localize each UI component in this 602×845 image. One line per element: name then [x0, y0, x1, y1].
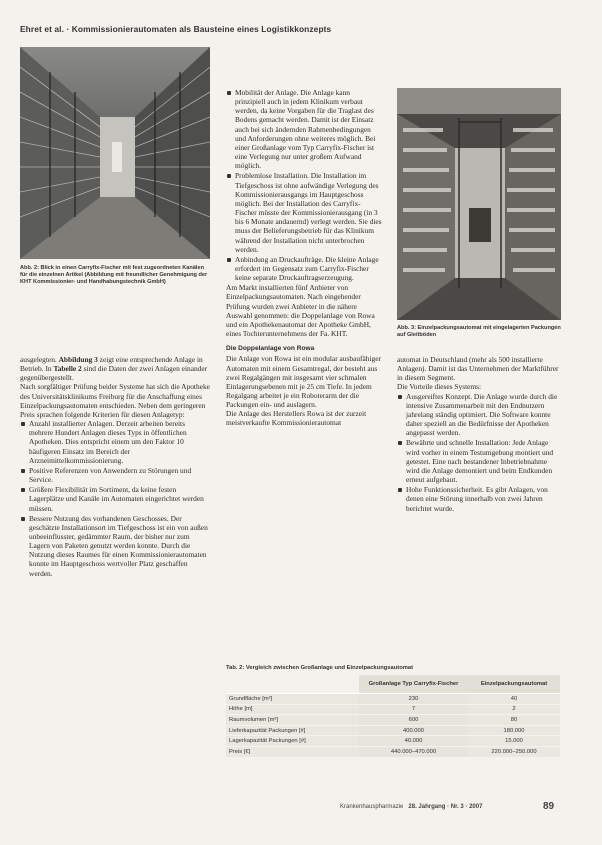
figure-2-caption: Abb. 2: Blick in einen Carryfix-Fischer mit fest zugeordneten Kanälen für die einzelnen Artikel (Abbildung mit freundlicher Genehmigung der KHT Kommissionier- und Handhabungstechnik GmbH): [20, 265, 208, 285]
figure-2-photo: [20, 47, 210, 259]
col2-paragraph: Am Markt installierten fünf Anbieter von Einzelpackungsautomaten. Nach eingehender Prüfung wurden zwei Anbieter in die nähere Auswahl genommen: die Doppelanlage von Rowa und ein Apothekenautomat der Apotheke GmbH, eines Tochterunternehmens der Fa. KHT.: [226, 283, 375, 339]
table-cell: 80: [468, 715, 560, 726]
table-cell: Preis [€]: [226, 746, 359, 757]
figure-3-caption: Abb. 3: Einzelpackungsautomat mit eingelagerten Packungen auf Gleitböden: [397, 325, 561, 338]
list-item: Bessere Nutzung des vorhandenen Geschosses. Der geschätzte Installationsort im Tiefgeschoss ist ein von außen unbeeinflusster, gedämmter Raum, der bisher nur zum Lagern von Paketen genutzt werden konnte. Durch die Nutzung dieses Raumes für einen Kommissionierautomaten konnte im Hauptgeschoss wertvoller Platz geschaffen werden.: [20, 514, 210, 578]
running-header: Ehret et al. · Kommissionierautomaten als Bausteine eines Logistikkonzepts: [20, 24, 332, 34]
col3-advantages-list: [397, 392, 561, 513]
list-item: Problemlose Installation. Die Installation im Tiefgeschoss ist ohne aufwändige Verlegung des Kommissionierausgangs im Hauptgeschoss möglich. Bei der Installation des Carryfix-Fischer müsste der Kommissionierausgang (in 3 bis 6 Monate andauernd) verlegt werden. Sie dies muss der Belieferungsbetrieb für das Klinikum während der Installation nicht unterbrochen werden.: [226, 171, 382, 253]
table-cell: 440.000–470.000: [359, 746, 468, 757]
col2-paragraph: Die Anlage von Rowa ist ein modular ausbaufähiger Automaten mit einem Gesamtregal, der besteht aus zwei Regalgängen mit insgesamt vier schmalen Einlagerungsebenen mit je 25 cm Tiefe. In jedem Regalgang arbeitet je ein Roboterarm der die Packungen ein- und auslagern.: [226, 354, 381, 410]
table-row: [226, 736, 560, 747]
page-number: 89: [543, 801, 555, 812]
table-cell: 400.000: [359, 725, 468, 736]
table-cell: Lagerkapazität Packungen [#]: [226, 736, 359, 747]
col1-intro-text-b: zeigt eine entsprechende Anlage in Betrieb. In: [20, 355, 203, 374]
comparison-table: [226, 675, 560, 758]
table-header-row: [226, 675, 560, 694]
text-column-1: [20, 355, 210, 579]
list-item: Mobilität der Anlage. Die Anlage kann prinzipiell auch in jedem Klinikum verbaut werden, da keine Vorgaben für die Traglast des Bodens gemacht werden. Damit ist der Einsatz auch bei sich ändernden Rahmenbedingungen und Anforderungen ohne weiteres möglich. Bei einer Großanlage vom Typ Carryfix-Fischer ist eine Verlegung nur unter großem Aufwand möglich.: [226, 88, 382, 170]
list-item: Anzahl installierter Anlagen. Derzeit arbeiten bereits mehrere Hundert Anlagen dieses Typs in öffentlichen Apotheken. Dies entspricht einem um den Faktor 10 häufigeren Einsatz im Bereich der Arzneimittelkommissionierung.: [20, 419, 210, 465]
col2-criteria-list: [226, 88, 382, 282]
col1-intro-ref-table: Tabelle 2: [53, 364, 82, 374]
col3-paragraph: Die Vorteile dieses Systems:: [397, 382, 482, 392]
table-cell: 40: [468, 694, 560, 705]
list-item: Positive Referenzen von Anwendern zu Störungen und Service.: [20, 466, 210, 484]
col1-intro-ref-fig: Abbildung 3: [58, 355, 98, 364]
table-cell: Lieferkapazität Packungen [#]: [226, 725, 359, 736]
list-item: Hohe Funktionssicherheit. Es gibt Anlagen, von denen eine Störung innerhalb von zwei Jahren berichtet wurde.: [397, 485, 561, 512]
journal-footer: [340, 804, 482, 810]
table-cell: Grundfläche [m²]: [226, 694, 359, 705]
table-cell: 7: [359, 704, 468, 715]
table-caption: Tab. 2: Vergleich zwischen Großanlage und Einzelpackungsautomat: [226, 665, 414, 671]
section-heading: Die Doppelanlage von Rowa: [226, 345, 315, 353]
table-cell: Höhe [m]: [226, 704, 359, 715]
journal-name: Krankenhauspharmazie: [340, 804, 404, 810]
col2-paragraph: Die Anlage des Herstellers Rowa ist der zurzeit meistverkaufte Kommissionierautomat: [226, 409, 367, 428]
table-cell: 220.000–250.000: [468, 746, 560, 757]
table-cell: 40.000: [359, 736, 468, 747]
list-item: Anbindung an Druckaufträge. Die kleine Anlage erfordert im Gegensatz zum Carryfix-Fischer keine separate Druckauftragserzeugung.: [226, 255, 382, 282]
table-row: [226, 704, 560, 715]
journal-volume: 28. Jahrgang · Nr. 3 · 2007: [408, 804, 483, 810]
col3-paragraph: automat in Deutschland (mehr als 500 installierte Anlagen). Damit ist das Unternehmen der Marktführer in diesem Segment.: [397, 355, 559, 383]
table-cell: 230: [359, 694, 468, 705]
list-item: Größere Flexibilität im Sortiment, da keine festen Lagerplätze und Kanäle im Automaten eingerichtet werden müssen.: [20, 485, 210, 512]
figure-3-photo: [397, 88, 561, 320]
table-row: [226, 746, 560, 757]
col1-intro-text-c: sind die Daten der zwei Anlagen einander gegenübergestellt.: [20, 364, 208, 383]
table-header-cell: [226, 675, 359, 694]
table-cell: 2: [468, 704, 560, 715]
text-column-2: [226, 88, 382, 428]
table-cell: 180.000: [468, 725, 560, 736]
table-row: [226, 715, 560, 726]
table-header-cell: Großanlage Typ Carryfix-Fischer: [359, 675, 468, 694]
list-item: Ausgereiftes Konzept. Die Anlage wurde durch die intensive Zusammenarbeit mit den Endnutzern jahrelang ständig optimiert. Die Software konnte daher speziell an die Bedürfnisse der Apotheken angepasst werden.: [397, 392, 561, 438]
col1-intro: [20, 355, 210, 382]
col1-intro-text-a: ausgelegten.: [20, 355, 59, 364]
col1-criteria-list: [20, 419, 210, 578]
text-column-3: [397, 355, 561, 514]
table-header-cell: Einzelpackungsautomat: [468, 675, 560, 694]
table-row: [226, 725, 560, 736]
table-cell: Raumvolumen [m³]: [226, 715, 359, 726]
table-cell: 15.000: [468, 736, 560, 747]
col1-paragraph: Nach sorgfältiger Prüfung beider Systeme hat sich die Apotheke des Universitätsklinikums Freiburg für die Anschaffung eines Einzelpackungsautomaten entschieden. Neben dem geringeren Preis sprachen folgende Kriterien für diesen Anlagetyp:: [20, 382, 210, 419]
table-row: [226, 694, 560, 705]
table-cell: 600: [359, 715, 468, 726]
list-item: Bewährte und schnelle Installation: Jede Anlage wird vorher in einem Testumgebung montiert und getestet. Eine nach bestandener Inbetriebnahme wird die Anlage demontiert und beim Endkunden erneut aufgebaut.: [397, 438, 561, 484]
